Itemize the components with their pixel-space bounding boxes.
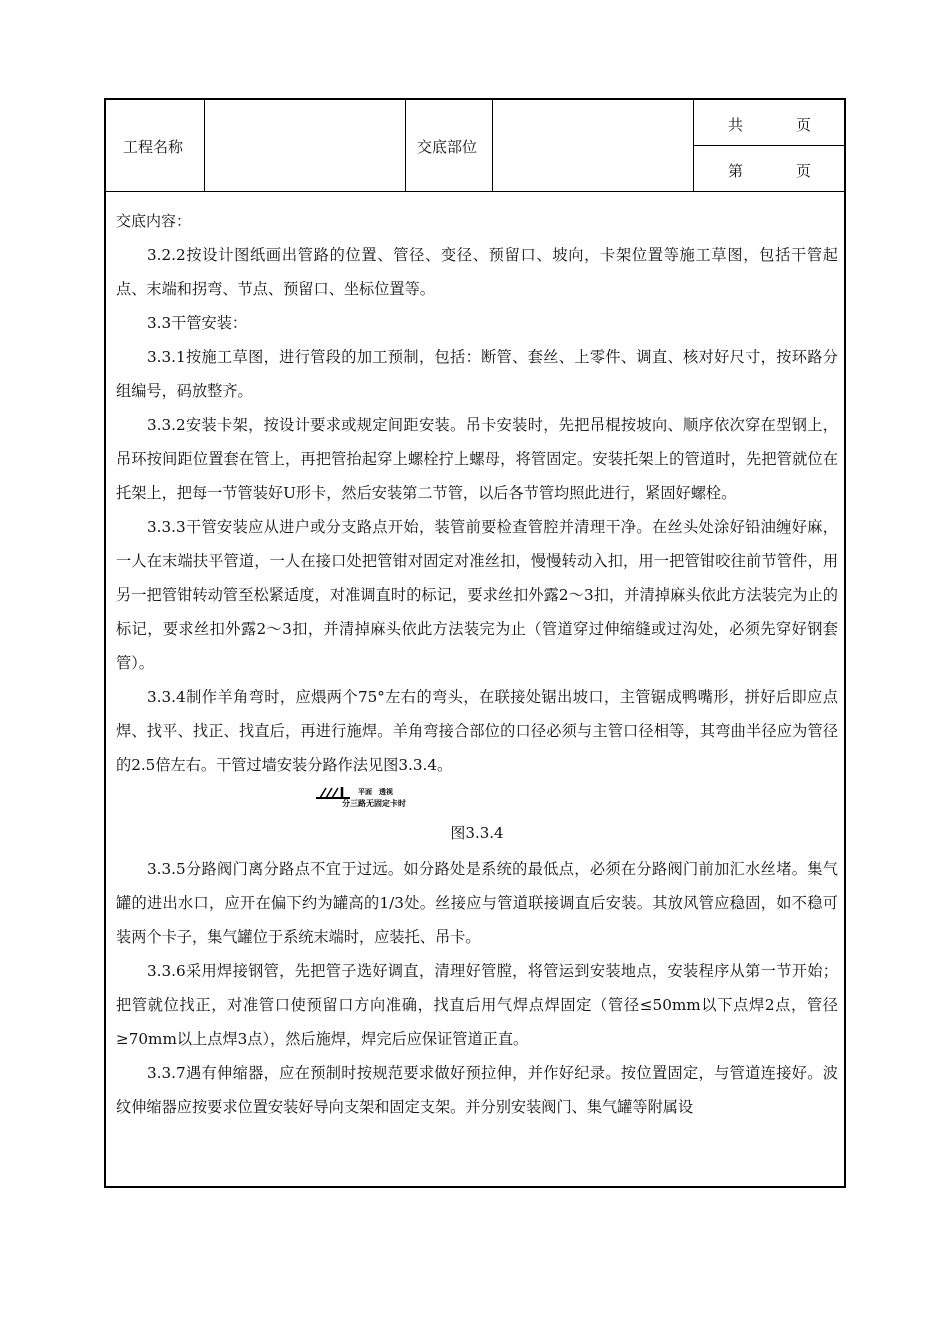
- location-label: 交底部位: [417, 138, 478, 156]
- paragraph: 3.3.5分路阀门离分路点不宜于过远。如分路处是系统的最低点，必须在分路阀门前加汇水丝堵。集气罐的进出水口，应开在偏下约为罐高的1/3处。丝接应与管道联接调直后安装。其放风管应稳固，如不稳可装两个卡子，集气罐位于系统末端时，应装托、吊卡。: [116, 860, 838, 946]
- paragraph: 3.3干管安装：: [147, 314, 248, 332]
- divider: [693, 145, 844, 146]
- page-number-unit: 页: [796, 162, 812, 180]
- paragraph: 3.3.1按施工草图，进行管段的加工预制，包括：断管、套丝、上零件、调直、核对好尺寸，按环路分组编号，码放整齐。: [116, 348, 838, 400]
- figure-caption: 图3.3.4: [450, 824, 504, 842]
- figure-label-bottom: 分三路无固定卡时: [342, 799, 406, 808]
- project-name-label: 工程名称: [123, 138, 184, 156]
- figure-3-3-4: [116, 782, 838, 852]
- paragraph: 3.3.7遇有伸缩器，应在预制时按规范要求做好预拉伸，并作好纪录。按位置固定，与管道连接好。波纹伸缩器应按要求位置安装好导向支架和固定支架。并分别安装阀门、集气罐等附属设: [116, 1064, 838, 1116]
- figure-label-top: 平面 透视: [358, 788, 393, 796]
- paragraph: 3.3.4制作羊角弯时，应煨两个75°左右的弯头，在联接处锯出坡口，主管锯成鸭嘴形，拼好后即应点焊、找平、找正、找直后，再进行施焊。羊角弯接合部位的口径必须与主管口径相等，其弯曲半径应为管径的2.5倍左右。干管过墙安装分路作法见图3.3.4。: [116, 688, 838, 774]
- form-header: [106, 100, 844, 192]
- content-title: 交底内容：: [116, 212, 192, 230]
- content-body: [116, 238, 838, 1124]
- total-pages-unit: 页: [796, 116, 812, 134]
- divider: [204, 100, 205, 192]
- disclosure-form: [104, 98, 846, 1188]
- paragraph: 3.2.2按设计图纸画出管路的位置、管径、变径、预留口、坡向，卡架位置等施工草图，包括干管起点、末端和拐弯、节点、预留口、坐标位置等。: [116, 246, 838, 298]
- pipe-diagram: [316, 786, 466, 808]
- paragraph: 3.3.3干管安装应从进户或分支路点开始，装管前要检查管腔并清理干净。在丝头处涂好铅油缠好麻，一人在末端扶平管道，一人在接口处把管钳对固定对准丝扣，慢慢转动入扣，用一把管钳咬往前节管件，用另一把管钳转动管至松紧适度，对准调直时的标记，要求丝扣外露2～3扣，并清掉麻头依此方法装完为止的标记，要求丝扣外露2～3扣，并清掉麻头依此方法装完为止（管道穿过伸缩缝或过沟处，必须先穿好钢套管）。: [116, 518, 838, 672]
- divider: [492, 100, 493, 192]
- divider: [405, 100, 406, 192]
- divider: [693, 100, 694, 192]
- paragraph: 3.3.6采用焊接钢管，先把管子选好调直，清理好管膛，将管运到安装地点，安装程序从第一节开始；把管就位找正，对准管口使预留口方向准确，找直后用气焊点焊固定（管径≤50mm以下点焊2点，管径≥70mm以上点焊3点），然后施焊，焊完后应保证管道正直。: [116, 962, 838, 1048]
- total-pages-label: 共: [728, 116, 744, 134]
- page-number-label: 第: [728, 162, 744, 180]
- paragraph: 3.3.2安装卡架，按设计要求或规定间距安装。吊卡安装时，先把吊棍按坡向、顺序依次穿在型钢上，吊环按间距位置套在管上，再把管抬起穿上螺栓拧上螺母，将管固定。安装托架上的管道时，先把管就位在托架上，把每一节管装好U形卡，然后安装第二节管，以后各节管均照此进行，紧固好螺栓。: [116, 416, 838, 502]
